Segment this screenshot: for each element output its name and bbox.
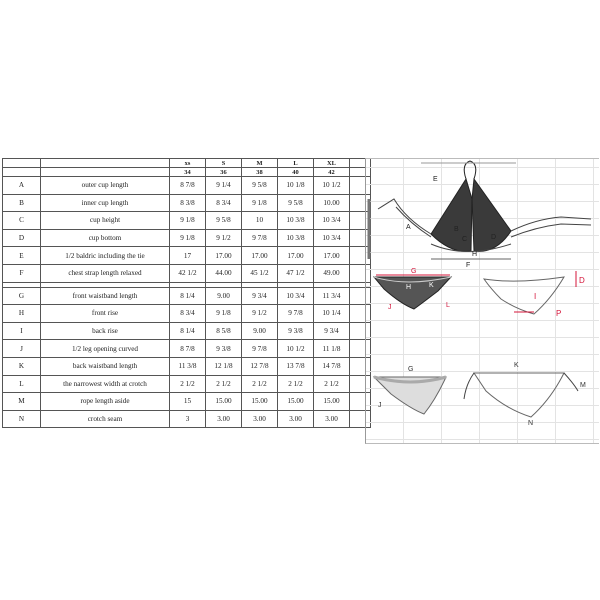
measurement-code-cell: D — [3, 229, 41, 247]
measurement-value-cell: 17.00 — [278, 247, 314, 265]
measurement-description-cell: back rise — [41, 322, 170, 340]
measurement-value-cell: 9 1/8 — [170, 212, 206, 230]
measurement-value-cell: 12 1/8 — [206, 357, 242, 375]
detail-bottom-sketch — [374, 373, 578, 417]
measurement-value-cell: 12 7/8 — [242, 357, 278, 375]
measurement-code-cell: N — [3, 410, 41, 428]
table-row — [3, 229, 371, 247]
measurement-value-cell: 9 1/8 — [242, 194, 278, 212]
measurement-value-cell: 15.00 — [314, 393, 350, 411]
measurement-value-cell: 9 5/8 — [278, 194, 314, 212]
measurement-value-cell: 9 1/4 — [206, 177, 242, 195]
measurement-value-cell: 42 1/2 — [170, 264, 206, 282]
measurement-code-cell: J — [3, 340, 41, 358]
measurement-code-cell: G — [3, 287, 41, 305]
measurement-code-cell: M — [3, 393, 41, 411]
measurement-value-cell: 44.00 — [206, 264, 242, 282]
measurement-value-cell: 11 3/4 — [314, 287, 350, 305]
header-size-cell: M — [242, 159, 278, 168]
sketch-label-e: E — [433, 176, 438, 183]
measurement-description-cell: 1/2 baldric including the tie — [41, 247, 170, 265]
measurement-value-cell: 3.00 — [278, 410, 314, 428]
sketch-label-c: C — [462, 236, 468, 243]
sketch-label-h: H — [472, 251, 478, 258]
measurement-value-cell: 9.00 — [206, 287, 242, 305]
measurement-value-cell: 9 3/8 — [206, 340, 242, 358]
measurement-value-cell: 47 1/2 — [278, 264, 314, 282]
measurement-value-cell: 8 1/4 — [170, 322, 206, 340]
table-row — [3, 305, 371, 323]
sketch-label-g-front: G — [411, 268, 417, 275]
table-row — [3, 375, 371, 393]
measurement-value-cell: 17.00 — [242, 247, 278, 265]
measurement-value-cell: 3 — [170, 410, 206, 428]
measurement-value-cell: 8 1/4 — [170, 287, 206, 305]
measurement-value-cell: 8 3/4 — [206, 194, 242, 212]
measurement-value-cell: 8 3/4 — [170, 305, 206, 323]
header-size-cell: 38 — [242, 168, 278, 177]
header-size-cell: 36 — [206, 168, 242, 177]
sketch-label-g-detail: G — [408, 366, 414, 373]
sketch-label-i-back: I — [534, 292, 537, 301]
measurement-value-cell: 9 7/8 — [278, 305, 314, 323]
measurement-value-cell: 10 3/4 — [314, 229, 350, 247]
header-row-size-codes — [3, 159, 371, 168]
sketch-label-b: B — [454, 226, 459, 233]
sketch-label-m-detail: M — [580, 382, 586, 389]
measurement-value-cell: 17.00 — [314, 247, 350, 265]
sketch-label-a: A — [406, 224, 411, 231]
measurement-value-cell: 45 1/2 — [242, 264, 278, 282]
sketch-label-l-front: L — [446, 302, 450, 309]
size-spec-sheet — [0, 158, 600, 443]
measurement-description-cell: rope length aside — [41, 393, 170, 411]
header-size-cell: XL — [314, 159, 350, 168]
sketch-label-k-detail: K — [514, 362, 519, 369]
measurement-code-cell: I — [3, 322, 41, 340]
header-size-cell: 40 — [278, 168, 314, 177]
measurement-value-cell: 9 1/2 — [242, 305, 278, 323]
table-row — [3, 247, 371, 265]
sketch-label-k-front: K — [429, 282, 434, 289]
measurement-value-cell: 8 3/8 — [170, 194, 206, 212]
measurement-description-cell: 1/2 leg opening curved — [41, 340, 170, 358]
measurement-description-cell: cup height — [41, 212, 170, 230]
sketch-label-d: D — [491, 234, 497, 241]
table-row — [3, 340, 371, 358]
measurement-code-cell: K — [3, 357, 41, 375]
measurement-value-cell: 2 1/2 — [314, 375, 350, 393]
measurement-value-cell: 3.00 — [206, 410, 242, 428]
table-row — [3, 212, 371, 230]
sketch-label-f: F — [466, 262, 471, 269]
measurement-value-cell: 10 1/4 — [314, 305, 350, 323]
measurement-value-cell: 11 1/8 — [314, 340, 350, 358]
measurement-value-cell: 10 1/2 — [314, 177, 350, 195]
table-row — [3, 177, 371, 195]
bra-sketch — [369, 161, 591, 259]
measurement-value-cell: 10 1/8 — [278, 177, 314, 195]
measurement-value-cell: 17 — [170, 247, 206, 265]
header-row-size-numbers — [3, 168, 371, 177]
measurement-value-cell: 15.00 — [242, 393, 278, 411]
size-spec-table — [2, 158, 371, 428]
sketch-label-j-front: J — [388, 304, 392, 311]
header-size-cell: L — [278, 159, 314, 168]
measurement-code-cell: H — [3, 305, 41, 323]
measurement-value-cell: 8 7/8 — [170, 177, 206, 195]
sketch-label-d-back: D — [579, 276, 585, 285]
measurement-value-cell: 10 3/4 — [278, 287, 314, 305]
table-row — [3, 264, 371, 282]
measurement-value-cell: 9 7/8 — [242, 229, 278, 247]
header-blank-cell — [3, 168, 41, 177]
measurement-value-cell: 9 3/8 — [278, 322, 314, 340]
header-blank-cell — [41, 159, 170, 168]
measurement-value-cell: 3.00 — [242, 410, 278, 428]
sketch-panel — [365, 158, 599, 444]
measurement-value-cell: 15.00 — [206, 393, 242, 411]
measurement-value-cell: 2 1/2 — [206, 375, 242, 393]
measurement-value-cell: 10.00 — [314, 194, 350, 212]
measurement-value-cell: 10 3/8 — [278, 212, 314, 230]
measurement-value-cell: 13 7/8 — [278, 357, 314, 375]
measurement-description-cell: outer cup length — [41, 177, 170, 195]
measurement-description-cell: front rise — [41, 305, 170, 323]
measurement-description-cell: the narrowest width at crotch — [41, 375, 170, 393]
measurement-value-cell: 11 3/8 — [170, 357, 206, 375]
front-bottom-sketch — [374, 275, 451, 309]
measurement-value-cell: 15 — [170, 393, 206, 411]
measurement-value-cell: 2 1/2 — [278, 375, 314, 393]
table-row — [3, 287, 371, 305]
measurement-value-cell: 17.00 — [206, 247, 242, 265]
measurement-description-cell: cup bottom — [41, 229, 170, 247]
measurement-value-cell: 14 7/8 — [314, 357, 350, 375]
header-blank-cell — [41, 168, 170, 177]
measurement-value-cell: 9 1/8 — [170, 229, 206, 247]
measurement-value-cell: 2 1/2 — [242, 375, 278, 393]
measurement-code-cell: B — [3, 194, 41, 212]
sketch-label-n-detail: N — [528, 420, 534, 427]
header-size-cell: S — [206, 159, 242, 168]
measurement-description-cell: back waistband length — [41, 357, 170, 375]
measurement-value-cell: 2 1/2 — [170, 375, 206, 393]
measurement-value-cell: 9 3/4 — [242, 287, 278, 305]
measurement-description-cell: chest strap length relaxed — [41, 264, 170, 282]
measurement-value-cell: 9 5/8 — [242, 177, 278, 195]
table-row — [3, 410, 371, 428]
measurement-value-cell: 9.00 — [242, 322, 278, 340]
measurement-value-cell: 10 3/8 — [278, 229, 314, 247]
measurement-code-cell: A — [3, 177, 41, 195]
measurement-value-cell: 8 5/8 — [206, 322, 242, 340]
measurement-value-cell: 9 3/4 — [314, 322, 350, 340]
table-row — [3, 194, 371, 212]
measurement-value-cell: 15.00 — [278, 393, 314, 411]
measurement-description-cell: crotch seam — [41, 410, 170, 428]
table-row — [3, 322, 371, 340]
measurement-code-cell: C — [3, 212, 41, 230]
sketch-label-h-front: H — [406, 284, 412, 291]
measurement-code-cell: E — [3, 247, 41, 265]
header-size-cell: 34 — [170, 168, 206, 177]
measurement-value-cell: 10 1/2 — [278, 340, 314, 358]
measurement-value-cell: 8 7/8 — [170, 340, 206, 358]
measurement-description-cell: front waistband length — [41, 287, 170, 305]
measurement-code-cell: L — [3, 375, 41, 393]
sketch-label-j-detail: J — [378, 402, 382, 409]
measurement-code-cell: F — [3, 264, 41, 282]
bikini-sketch — [366, 159, 599, 443]
back-bottom-sketch — [484, 271, 576, 314]
measurement-value-cell: 10 — [242, 212, 278, 230]
header-size-cell: 42 — [314, 168, 350, 177]
measurement-value-cell: 9 5/8 — [206, 212, 242, 230]
sketch-label-p-back: P — [556, 309, 562, 318]
table-row — [3, 393, 371, 411]
measurement-value-cell: 9 7/8 — [242, 340, 278, 358]
header-blank-cell — [3, 159, 41, 168]
table-row — [3, 357, 371, 375]
measurement-value-cell: 9 1/2 — [206, 229, 242, 247]
measurement-description-cell: inner cup length — [41, 194, 170, 212]
header-size-cell: xs — [170, 159, 206, 168]
measurement-value-cell: 9 1/8 — [206, 305, 242, 323]
measurement-value-cell: 10 3/4 — [314, 212, 350, 230]
measurement-value-cell: 3.00 — [314, 410, 350, 428]
measurement-value-cell: 49.00 — [314, 264, 350, 282]
